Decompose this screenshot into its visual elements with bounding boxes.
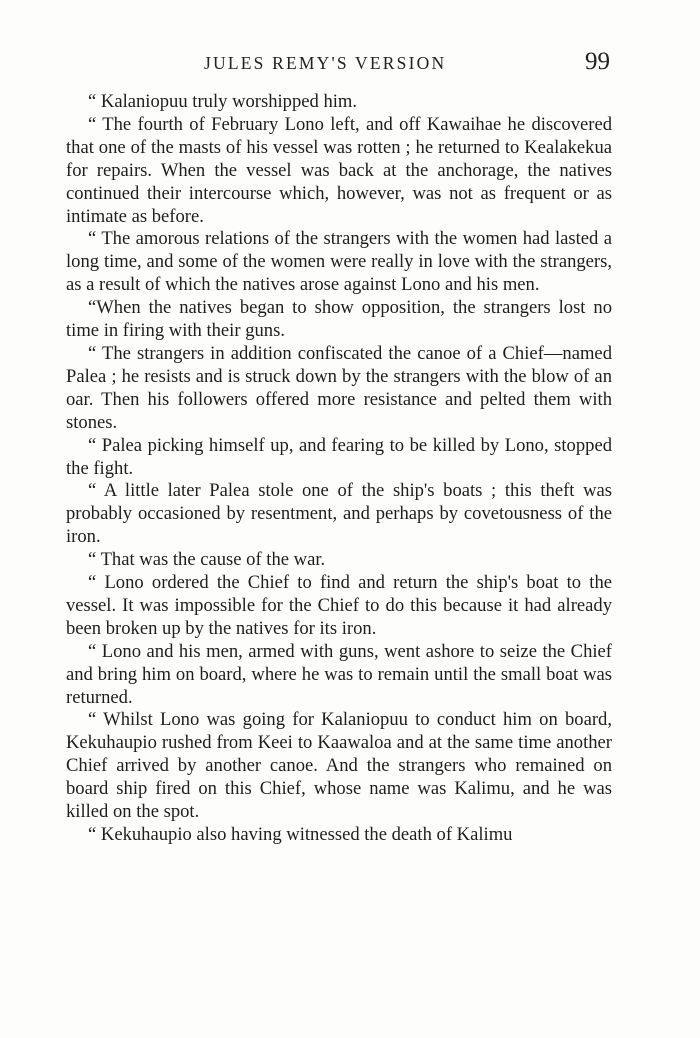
paragraph: “ Palea picking himself up, and fearing to be killed by Lono, stopped the fight.: [66, 434, 612, 479]
paragraph: “When the natives began to show opposition, the strangers lost no time in firing with their guns.: [66, 297, 612, 342]
paragraph: “ Whilst Lono was going for Kalaniopuu to conduct him on board, Kekuhaupio rushed from Keei to Kaawaloa and at the same time another Chief arrived by another canoe. And the strangers who remained on board ship fired on this Chief, whose name was Kalimu, and he was killed on the spot.: [66, 709, 612, 823]
paragraph: “ The fourth of February Lono left, and off Kawaihae he discovered that one of the masts of his vessel was rotten ; he returned to Kealakekua for repairs. When the vessel was back at the anchorage, the natives continued their intercourse which, however, was not as frequent or as intimate as before.: [66, 113, 612, 227]
paragraph: “ The amorous relations of the strangers with the women had lasted a long time, and some of the women were really in love with the strangers, as a result of which the natives arose against Lono and his men.: [66, 228, 612, 296]
running-title: JULES REMY'S VERSION: [204, 53, 447, 73]
body-text: [66, 91, 612, 847]
paragraph: “ Kalaniopuu truly worshipped him.: [88, 91, 358, 112]
paragraph: “ Lono and his men, armed with guns, went ashore to seize the Chief and bring him on board, where he was to remain until the small boat was returned.: [66, 640, 612, 708]
paragraph: “ Kekuhaupio also having witnessed the death of Kalimu: [88, 824, 513, 845]
running-head: [66, 50, 612, 82]
paragraph: “ A little later Palea stole one of the ship's boats ; this theft was probably occasioned by resentment, and perhaps by covetousness of the iron.: [66, 480, 612, 548]
paragraph: “ The strangers in addition confiscated the canoe of a Chief—named Palea ; he resists and is struck down by the strangers with the blow of an oar. Then his followers offered more resistance and pelted them with stones.: [66, 342, 612, 433]
paragraph: “ That was the cause of the war.: [88, 549, 326, 571]
paragraph: “ Lono ordered the Chief to find and return the ship's boat to the vessel. It was impossible for the Chief to do this because it had already been broken up by the natives for its iron.: [66, 572, 612, 639]
page-number: 99: [585, 48, 610, 75]
